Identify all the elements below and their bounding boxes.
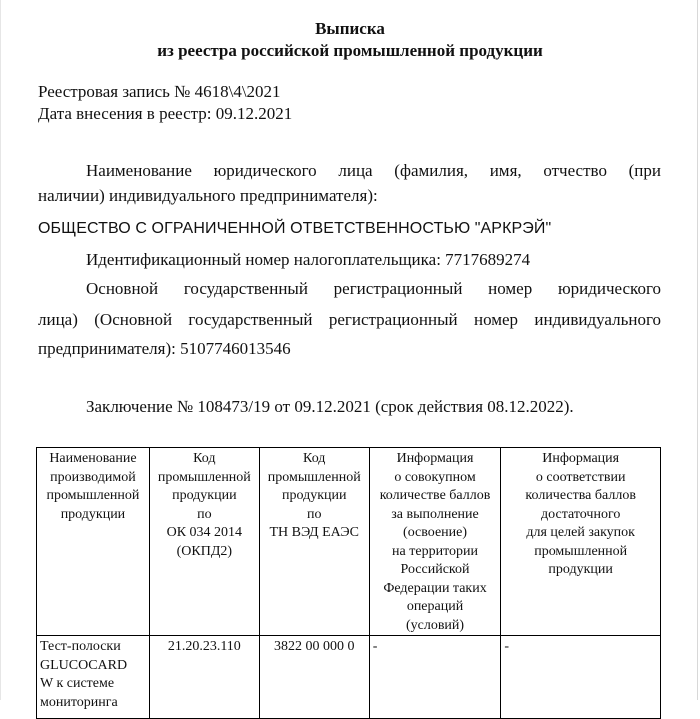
entity-name-label-line2: наличии) индивидуального предпринимателя): (38, 186, 378, 205)
table-header-row (37, 448, 661, 636)
products-table (36, 447, 661, 719)
ogrn-line3: предпринимателя): 5107746013546 (38, 339, 291, 358)
conclusion-line: Заключение № 108473/19 от 09.12.2021 (срок действия 08.12.2022). (86, 397, 574, 416)
ogrn-line1: Основной государственный регистрационный номер юридического (86, 279, 661, 298)
cell-okpd2-code: 21.20.23.110 (149, 636, 259, 719)
header-product-name: Наименование производимой промышленной продукции (37, 448, 150, 636)
company-name: ОБЩЕСТВО С ОГРАНИЧЕННОЙ ОТВЕТСТВЕННОСТЬЮ "АРКРЭЙ" (38, 220, 552, 237)
cell-points: - (369, 636, 501, 719)
document-title: Выписка (315, 19, 385, 38)
entity-name-label-line1: Наименование юридического лица (фамилия, имя, отчество (при (86, 161, 661, 180)
inn-line: Идентификационный номер налогоплательщика: 7717689274 (86, 250, 531, 269)
table-row (37, 636, 661, 719)
ogrn-line2: лица) (Основной государственный регистрационный номер индивидуального (38, 310, 661, 329)
cell-sufficiency: - (501, 636, 661, 719)
document-subtitle: из реестра российской промышленной продукции (157, 41, 543, 60)
header-tnved-code: Код промышленной продукции по ТН ВЭД ЕАЭС (259, 448, 369, 636)
registry-record: Реестровая запись № 4618\4\2021 (38, 82, 281, 101)
header-points-info: Информация о совокупном количестве баллов за выполнение (освоение) на территории Российской Федерации таких операций (условий) (369, 448, 501, 636)
registry-date: Дата внесения в реестр: 09.12.2021 (38, 104, 293, 123)
header-sufficiency-info: Информация о соответствии количества баллов достаточного для целей закупок промышленной продукции (501, 448, 661, 636)
cell-tnved-code: 3822 00 000 0 (259, 636, 369, 719)
header-okpd2-code: Код промышленной продукции по ОК 034 2014 (ОКПД2) (149, 448, 259, 636)
cell-product-name: Тест-полоски GLUCOCARD W к системе мониторинга (37, 636, 150, 719)
